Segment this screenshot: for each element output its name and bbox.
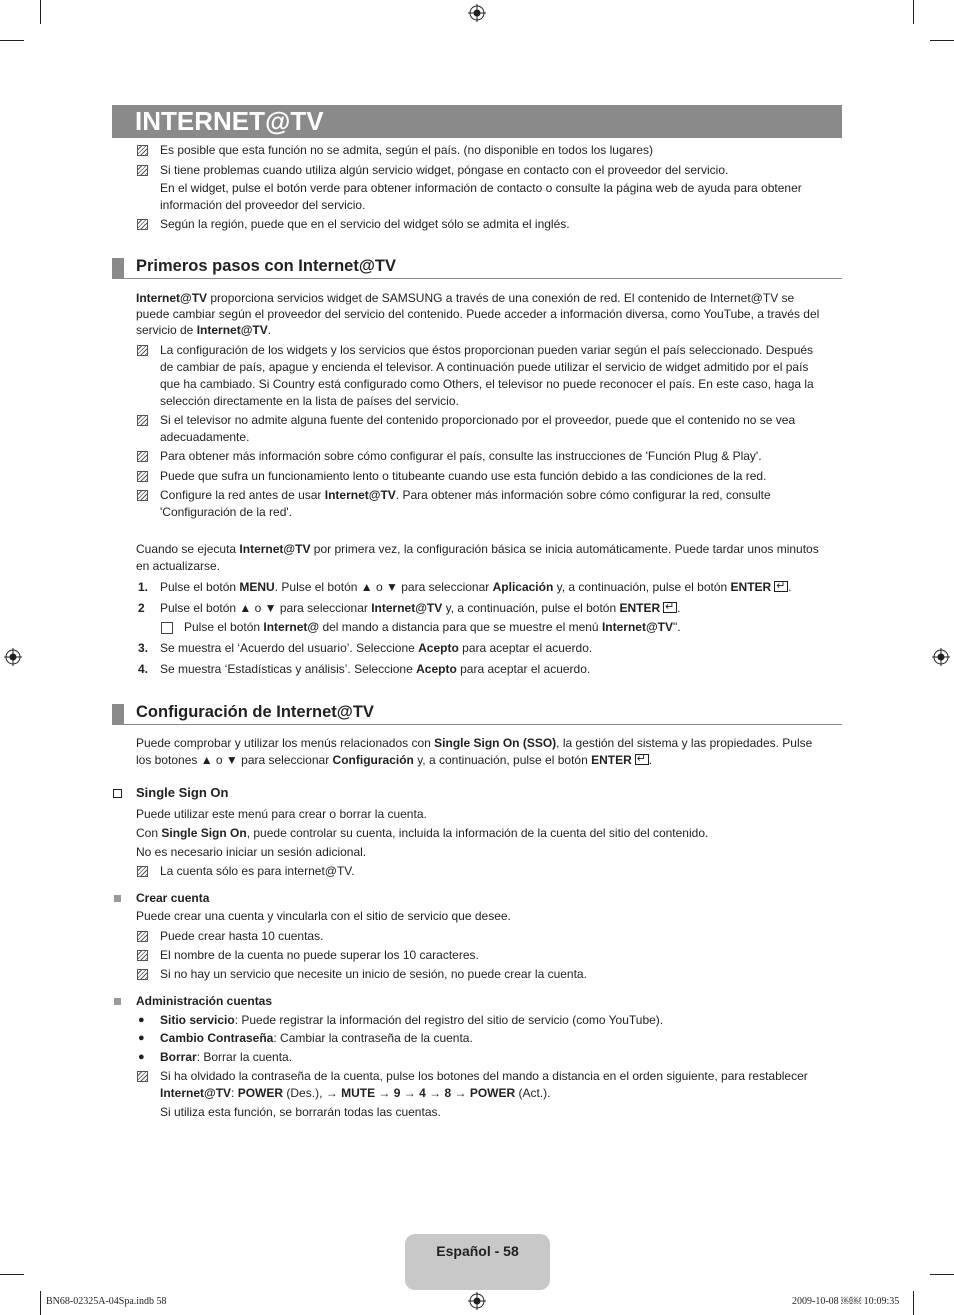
note-text: Si utiliza esta función, se borrarán todas las cuentas. bbox=[160, 1105, 441, 1119]
note-icon bbox=[137, 1071, 148, 1082]
registration-mark-icon bbox=[468, 4, 486, 22]
bullet-text: Borrar: Borrar la cuenta. bbox=[160, 1050, 293, 1064]
note-icon bbox=[137, 415, 148, 426]
print-info-left: BN68-02325A-04Spa.indb 58 bbox=[46, 1296, 167, 1307]
section-marker bbox=[112, 704, 124, 724]
bullet-text: Cambio Contraseña: Cambiar la contraseña de la cuenta. bbox=[160, 1031, 473, 1045]
note-text: En el widget, pulse el botón verde para obtener información de contacto o consulte la página web de ayuda para obtener bbox=[160, 181, 802, 195]
note-icon bbox=[137, 866, 148, 877]
paragraph-line: Cuando se ejecuta Internet@TV por primera vez, la configuración básica se inicia automáticamente. Puede tardar unos minutos bbox=[136, 542, 819, 556]
note-text: Puede crear hasta 10 cuentas. bbox=[160, 929, 324, 943]
bullet-dot-icon: ● bbox=[138, 1014, 145, 1026]
crop-mark bbox=[913, 0, 914, 24]
note-text: selección directamente en la lista de países del servicio. bbox=[160, 394, 459, 408]
paragraph-line: No es necesario iniciar un sesión adicional. bbox=[136, 845, 367, 859]
note-icon bbox=[137, 345, 148, 356]
crop-mark bbox=[913, 1291, 914, 1315]
step-text: Se muestra ‘Estadísticas y análisis’. Seleccione Acepto para aceptar el acuerdo. bbox=[160, 662, 591, 676]
remote-note-icon bbox=[161, 622, 173, 634]
page-title: INTERNET@TV bbox=[135, 106, 324, 136]
checkbox-bullet-icon bbox=[113, 789, 122, 798]
registration-mark-icon bbox=[468, 1292, 486, 1310]
note-text: La configuración de los widgets y los servicios que éstos proporcionan pueden variar según el país seleccionado. Después bbox=[160, 343, 814, 357]
enter-icon bbox=[635, 754, 649, 765]
note-text: información del proveedor del servicio. bbox=[160, 198, 366, 212]
note-text: Si tiene problemas cuando utiliza algún servicio widget, póngase en contacto con el proveedor del servicio. bbox=[160, 163, 729, 177]
page-number-tab bbox=[405, 1234, 550, 1290]
note-text: Si no hay un servicio que necesite un inicio de sesión, no puede crear la cuenta. bbox=[160, 967, 587, 981]
paragraph-line: Puede comprobar y utilizar los menús relacionados con Single Sign On (SSO), la gestión del sistema y las propiedades. Pulse bbox=[136, 736, 813, 750]
note-icon bbox=[137, 145, 148, 156]
item-title: Administración cuentas bbox=[136, 994, 273, 1008]
bullet-dot-icon: ● bbox=[138, 1032, 145, 1044]
crop-mark bbox=[0, 1274, 24, 1275]
note-text: Configure la red antes de usar Internet@TV. Para obtener más información sobre cómo configurar la red, consulte bbox=[160, 488, 771, 502]
bullet-dot-icon: ● bbox=[138, 1051, 145, 1063]
note-text: que ha cambiado. Si Country está configurado como Others, el televisor no puede reconocer el país. En este caso, haga la bbox=[160, 377, 814, 391]
crop-mark bbox=[0, 40, 24, 41]
note-icon bbox=[137, 490, 148, 501]
print-info-right: 2009-10-08 ￼￼ 10:09:35 bbox=[792, 1296, 900, 1307]
step-text: Pulse el botón MENU. Pulse el botón ▲ o ▼ para seleccionar Aplicación y, a continuación, pulse el botón ENTER↵ . bbox=[160, 579, 792, 596]
note-icon bbox=[137, 451, 148, 462]
square-bullet-icon bbox=[114, 895, 121, 902]
step-number: 2 bbox=[138, 601, 145, 615]
item-title: Crear cuenta bbox=[136, 891, 210, 905]
enter-icon bbox=[774, 581, 788, 592]
paragraph-line: Internet@TV proporciona servicios widget de SAMSUNG a través de una conexión de red. El contenido de Internet@TV se bbox=[136, 291, 795, 305]
crop-mark bbox=[930, 40, 954, 41]
note-icon bbox=[137, 969, 148, 980]
note-icon bbox=[137, 165, 148, 176]
registration-mark-icon bbox=[932, 648, 950, 666]
note-text: La cuenta sólo es para internet@TV. bbox=[160, 864, 355, 878]
paragraph-line: los botones ▲ o ▼ para seleccionar Configuración y, a continuación, pulse el botón ENTER↵ . bbox=[136, 752, 652, 769]
step-number: 3. bbox=[138, 641, 149, 655]
paragraph-line: servicio de Internet@TV. bbox=[136, 323, 272, 337]
paragraph-line: Puede crear una cuenta y vincularla con el sitio de servicio que desee. bbox=[136, 909, 511, 923]
step-number: 1. bbox=[138, 580, 149, 594]
section-heading-text: Primeros pasos con Internet@TV bbox=[136, 257, 396, 275]
section-heading bbox=[112, 702, 842, 725]
paragraph-line: puede cambiar según el proveedor del servicio del contenido. Puede acceder a información diversa, como YouTube, a través del bbox=[136, 307, 820, 321]
note-icon bbox=[137, 950, 148, 961]
note-text: Puede que sufra un funcionamiento lento o titubeante cuando use esta función debido a las condiciones de la red. bbox=[160, 469, 767, 483]
page-number: Español - 58 bbox=[436, 1243, 519, 1259]
crop-mark bbox=[40, 1291, 41, 1315]
crop-mark bbox=[40, 0, 41, 24]
note-text: 'Configuración de la red'. bbox=[160, 505, 292, 519]
section-heading-text: Configuración de Internet@TV bbox=[136, 703, 374, 721]
note-text: Si ha olvidado la contraseña de la cuenta, pulse los botones del mando a distancia en el orden siguiente, para restablecer bbox=[160, 1069, 808, 1083]
step-text: Pulse el botón ▲ o ▼ para seleccionar Internet@TV y, a continuación, pulse el botón ENTER↵ . bbox=[160, 600, 681, 617]
note-icon bbox=[137, 219, 148, 230]
step-subnote: Pulse el botón Internet@ del mando a distancia para que se muestre el menú Internet@TV". bbox=[184, 620, 681, 634]
page-title-bar bbox=[112, 105, 842, 138]
note-text: Es posible que esta función no se admita, según el país. (no disponible en todos los lugares) bbox=[160, 143, 653, 157]
paragraph-line: en actualizarse. bbox=[136, 559, 221, 573]
enter-icon bbox=[663, 602, 677, 613]
paragraph-line: Con Single Sign On, puede controlar su cuenta, incluida la información de la cuenta del sitio del contenido. bbox=[136, 826, 709, 840]
step-number: 4. bbox=[138, 662, 149, 676]
square-bullet-icon bbox=[114, 998, 121, 1005]
section-marker bbox=[112, 258, 124, 278]
note-text: Según la región, puede que en el servicio del widget sólo se admita el inglés. bbox=[160, 217, 570, 231]
section-heading bbox=[112, 256, 842, 279]
note-text: Para obtener más información sobre cómo configurar el país, consulte las instrucciones de 'Función Plug & Play'. bbox=[160, 449, 762, 463]
note-text: Si el televisor no admite alguna fuente del contenido proporcionado por el proveedor, puede que el contenido no se vea bbox=[160, 413, 796, 427]
registration-mark-icon bbox=[4, 648, 22, 666]
subsection-title: Single Sign On bbox=[136, 785, 229, 800]
note-text: adecuadamente. bbox=[160, 430, 250, 444]
crop-mark bbox=[930, 1274, 954, 1275]
note-icon bbox=[137, 471, 148, 482]
note-icon bbox=[137, 931, 148, 942]
paragraph-line: Puede utilizar este menú para crear o borrar la cuenta. bbox=[136, 807, 427, 821]
note-text: Internet@TV: POWER (Des.), → MUTE → 9 → 4 → 8 → POWER (Act.). bbox=[160, 1086, 551, 1100]
note-text: de cambiar de país, apague y encienda el televisor. A continuación puede utilizar el servicio de widget admitido por el país bbox=[160, 360, 809, 374]
bullet-text: Sitio servicio: Puede registrar la información del registro del sitio de servicio (como YouTube). bbox=[160, 1013, 664, 1027]
note-text: El nombre de la cuenta no puede superar los 10 caracteres. bbox=[160, 948, 479, 962]
step-text: Se muestra el ‘Acuerdo del usuario’. Seleccione Acepto para aceptar el acuerdo. bbox=[160, 641, 593, 655]
